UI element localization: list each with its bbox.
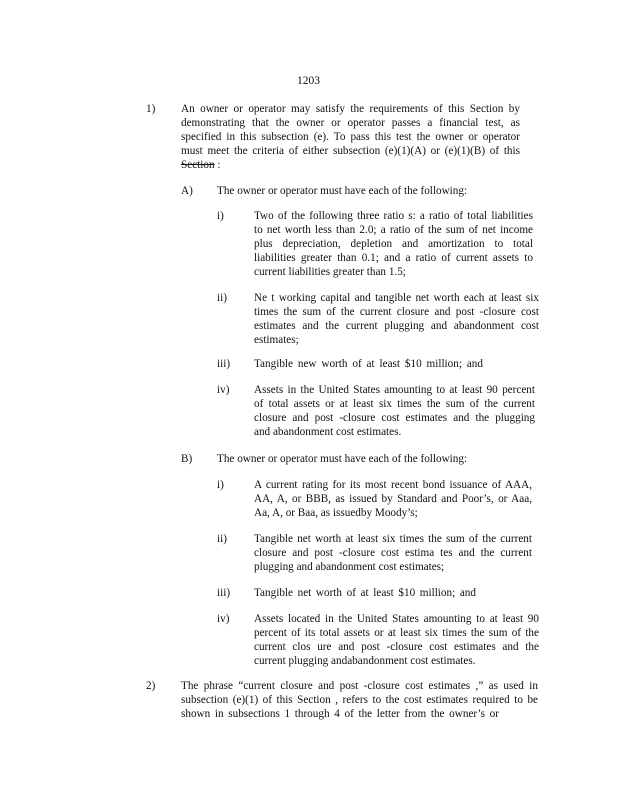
item-a-iv-label: iv) [217,384,230,396]
text-line: specified in this subsection (e). To pass this test the owner or operator [181,131,520,143]
subsection-a-label: A) [181,185,193,197]
text-line: percent of its total assets or at least six times the sum of the [254,627,539,639]
text-line: Assets located in the United States amounting to at least 90 [254,613,539,625]
text-line: Tangible net worth at least six times the sum of the current [254,533,532,545]
section-2-paragraph [181,679,538,721]
text-line: current plugging andabandonment cost estimates. [254,655,476,667]
struck-text: Section [181,159,215,171]
item-a-ii-text [254,291,539,347]
text-line: current clos ure and post -closure cost estimates and the [254,641,539,653]
text-line: An owner or operator may satisfy the requirements of this Section by [181,103,520,115]
subsection-b-text [217,452,467,466]
text-line: estimates; [254,334,299,346]
section-2-label: 2) [146,680,156,692]
text-line: to net worth less than 2.0; a ratio of the sum of net income [254,224,533,236]
subsection-b-label: B) [181,453,193,465]
text-line: Two of the following three ratio s: a ratio of total liabilities [254,210,533,222]
text-line: The owner or operator must have each of the following: [217,453,468,465]
text-line: plugging and abandonment cost estimates; [254,561,445,573]
text-line: shown in subsections 1 through 4 of the letter from the owner’s or [181,708,499,720]
item-a-iii-label: iii) [217,358,231,370]
page-number: 1203 [297,75,320,87]
text-line: Assets in the United States amounting to at least 90 percent [254,384,535,396]
text-line: demonstrating that the owner or operator passes a financial test, as [181,117,520,129]
item-b-iii-text [254,586,476,600]
item-b-ii-text [254,532,532,574]
text-line: current liabilities greater than 1.5; [254,266,406,278]
item-b-ii-label: ii) [217,533,227,545]
text-line: closure and post -closure cost estimates and the plugging [254,412,535,424]
text-tail: : [217,159,221,171]
text-line: times the sum of the current closure and post -closure cost [254,306,539,318]
text-line: Ne t working capital and tangible net worth each at least six [254,292,539,304]
text-line: liabilities greater than 0.1; and a ratio of current assets to [254,252,533,264]
text-line-last [181,158,520,172]
item-b-i-label: i) [217,479,224,491]
item-b-iii-label: iii) [217,587,231,599]
section-1-paragraph [181,102,520,172]
text-line: must meet the criteria of either subsection (e)(1)(A) or (e)(1)(B) of this [181,145,520,157]
text-line: AA, A, or BBB, as issued by Standard and Poor’s, or Aaa, [254,493,532,505]
section-1-label: 1) [146,103,156,115]
text-line: plus depreciation, depletion and amortization to total [254,238,533,250]
text-line: and abandonment cost estimates. [254,426,402,438]
item-b-iv-label: iv) [217,613,230,625]
text-line: closure and post -closure cost estima tes and the current [254,547,532,559]
item-a-ii-label: ii) [217,292,227,304]
item-a-i-label: i) [217,210,224,222]
text-line: Tangible net worth of at least $10 million; and [254,587,476,599]
subsection-a-text [217,184,467,198]
text-line: Aa, A, or Baa, as issuedby Moody’s; [254,507,418,519]
item-b-i-text [254,478,532,520]
text-line: A current rating for its most recent bond issuance of AAA, [254,479,532,491]
text-line: subsection (e)(1) of this Section , refers to the cost estimates required to be [181,694,538,706]
text-line: Tangible new worth of at least $10 million; and [254,358,483,370]
text-line: The owner or operator must have each of the following: [217,185,468,197]
item-a-i-text [254,209,533,279]
text-line: of total assets or at least six times the sum of the current [254,398,535,410]
text-line: The phrase “current closure and post -closure cost estimates ,” as used in [181,680,538,692]
text-line: estimates and the current plugging and abandonment cost [254,320,539,332]
item-b-iv-text [254,612,539,668]
item-a-iv-text [254,383,535,439]
item-a-iii-text [254,357,483,371]
